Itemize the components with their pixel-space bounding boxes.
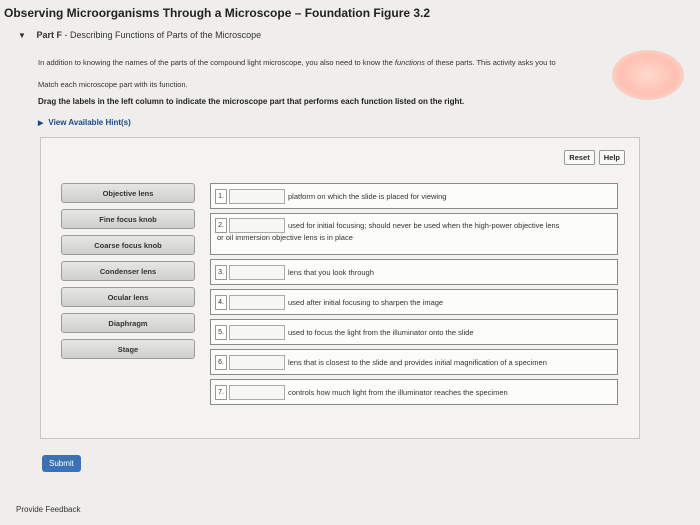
target-text: used after initial focusing to sharpen the image <box>288 297 444 307</box>
hint-triangle-icon: ▶ <box>38 120 44 127</box>
intro-text-italic: functions <box>394 58 425 67</box>
draggable-label-coarse-focus-knob[interactable]: Coarse focus knob <box>61 235 195 255</box>
match-instruction: Match each microscope part with its function. <box>38 80 188 89</box>
target-text: used to focus the light from the illuminator onto the slide <box>288 327 474 337</box>
drag-instruction: Drag the labels in the left column to indicate the microscope part that performs each function listed on the right. <box>38 97 465 106</box>
glare <box>612 50 684 100</box>
target-number: 3. <box>215 265 227 280</box>
part-name: Describing Functions of Parts of the Microscope <box>70 30 262 40</box>
draggable-label-diaphragm[interactable]: Diaphragm <box>61 313 195 333</box>
submit-button[interactable]: Submit <box>42 455 81 472</box>
target-row <box>210 289 618 315</box>
drop-zone[interactable] <box>229 295 285 310</box>
view-hints-link[interactable] <box>38 118 131 127</box>
target-number: 5. <box>215 325 227 340</box>
draggable-label-stage[interactable]: Stage <box>61 339 195 359</box>
provide-feedback-link[interactable]: Provide Feedback <box>16 505 81 514</box>
draggable-label-condenser-lens[interactable]: Condenser lens <box>61 261 195 281</box>
target-row <box>210 213 618 255</box>
part-separator: - <box>62 30 71 40</box>
drop-zone[interactable] <box>229 385 285 400</box>
target-row <box>210 349 618 375</box>
drop-zone[interactable] <box>229 265 285 280</box>
label-column <box>61 183 195 365</box>
target-number: 2. <box>215 218 227 233</box>
drop-zone[interactable] <box>229 325 285 340</box>
part-label: Part F <box>36 30 63 40</box>
hints-label: View Available Hint(s) <box>48 118 131 127</box>
target-text: platform on which the slide is placed for viewing <box>288 191 447 201</box>
target-text: lens that you look through <box>288 267 374 277</box>
drop-zone[interactable] <box>229 355 285 370</box>
target-number: 4. <box>215 295 227 310</box>
target-text-continued: or oil immersion objective lens is in place <box>217 233 353 242</box>
target-row <box>210 183 618 209</box>
target-row <box>210 259 618 285</box>
draggable-label-fine-focus-knob[interactable]: Fine focus knob <box>61 209 195 229</box>
target-number: 6. <box>215 355 227 370</box>
draggable-label-objective-lens[interactable]: Objective lens <box>61 183 195 203</box>
panel-toolbar <box>564 150 625 165</box>
target-row <box>210 379 618 405</box>
part-header[interactable] <box>18 30 261 40</box>
page-title: Observing Microorganisms Through a Microscope – Foundation Figure 3.2 <box>4 6 431 20</box>
intro-text-a: In addition to knowing the names of the parts of the compound light microscope, you also need to know the <box>38 58 395 67</box>
drop-zone[interactable] <box>229 218 285 233</box>
target-text: used for initial focusing; should never be used when the high-power objective lens <box>288 220 560 230</box>
drop-zone[interactable] <box>229 189 285 204</box>
target-column <box>210 183 618 409</box>
target-number: 1. <box>215 189 227 204</box>
draggable-label-ocular-lens[interactable]: Ocular lens <box>61 287 195 307</box>
target-text: lens that is closest to the slide and provides initial magnification of a specimen <box>288 357 547 367</box>
intro-text <box>38 58 556 67</box>
target-row <box>210 319 618 345</box>
intro-text-b: of these parts. This activity asks you to <box>424 58 556 67</box>
activity-panel <box>40 137 640 439</box>
help-button[interactable]: Help <box>599 150 625 165</box>
reset-button[interactable]: Reset <box>564 150 594 165</box>
target-text: controls how much light from the illuminator reaches the specimen <box>288 387 508 397</box>
collapse-triangle-icon[interactable]: ▼ <box>18 31 26 40</box>
target-number: 7. <box>215 385 227 400</box>
